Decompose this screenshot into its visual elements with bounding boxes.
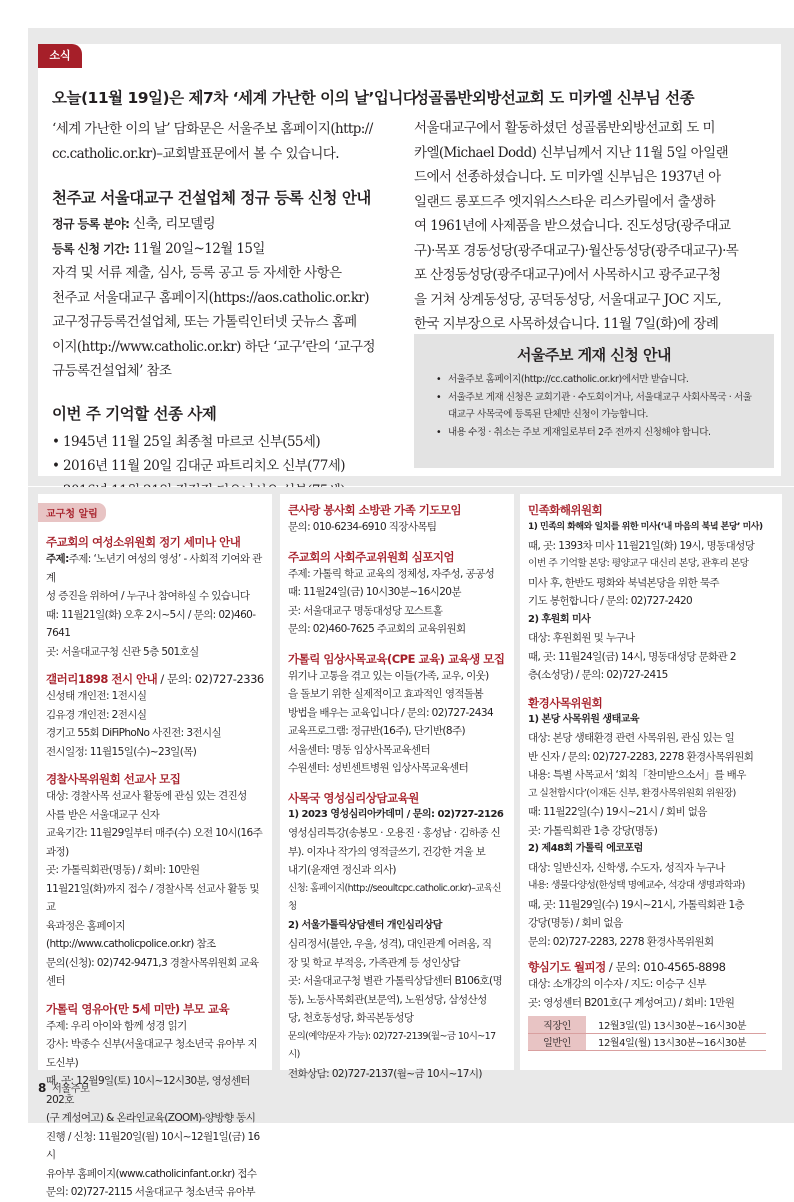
section-title: 민족화해위원회 — [528, 503, 603, 517]
article-body-poverty-day: ‘세계 가난한 이의 날’ 담화문은 서울주보 홈페이지(http:// cc.catholic.or.kr)–교회발표문에서 볼 수 있습니다. — [52, 121, 373, 162]
list-item: • 2016년 11월 20일 김대군 파트리치오 신부(77세) — [52, 458, 345, 474]
section-title: 향심기도 월피정 / 문의: 010-4565-8898 — [528, 960, 726, 974]
column-tag: 교구청 알림 — [38, 503, 106, 522]
page-number: 8 — [38, 1081, 47, 1095]
top-left-column — [52, 86, 418, 503]
article-title-poverty-day: 오늘(11월 19일)은 제7차 ‘세계 가난한 이의 날’입니다 — [52, 89, 418, 107]
section-title: 가톨릭 영유아(만 5세 미만) 부모 교육 — [46, 1001, 230, 1016]
section-body: 1) 민족의 화해와 일치를 위한 미사(‘내 마음의 북녘 본당’ 미사) 때, 곳: 1393차 미사 11월21일(화) 19시, 명동대성당 이번 주 기억할 본당: 평양교구 대신리 본당, 관후리 본당 미사 후, 한반도 평화와 북녘본당을 위한 묵주 기도 봉헌합니다 / 문의: 02)727-2420 2) 후원회 미사 대상: 후원회원 및 누구나 때, 곳: 11월24일(금) 14시, 명동대성당 문화관 2 층(소성당) / 문의: 02)727-2415 — [528, 522, 763, 681]
list-item: • 내용 수정 · 취소는 주보 게재일로부터 2주 전까지 신청해야 합니다. — [436, 424, 760, 442]
section-title: 주교회의 여성소위원회 정기 세미나 안내 — [46, 535, 241, 549]
section-body: 문의: 010-6234-6910 직장사목팀 — [288, 521, 437, 533]
section-title: 환경사목위원회 — [528, 695, 603, 710]
article-title-michael-dodd: 성골롬반외방선교회 도 미카엘 신부님 선종 — [414, 89, 695, 107]
publication-name: 서울주보 — [52, 1084, 90, 1095]
section-body: 주제:주제: ‘노년기 여성의 영성’ - 사회적 기여와 관계 성 증진을 위하여 / 누구나 참여하실 수 있습니다 때: 11월21일(화) 오후 2시~5시 / 문의: 02)460-7641 곳: 서울대교구청 신관 5층 501호실 — [46, 553, 262, 658]
page-footer — [38, 1080, 90, 1095]
section-body: 대상: 경찰사목 선교사 활동에 관심 있는 견진성 사를 받은 서울대교구 신자 교육기간: 11월29일부터 매주(수) 오전 10시(16주 과정) 곳: 가톨릭회관(명동) / 회비: 10만원 11월21일(화)까지 접수 / 경찰사목 선교사 활동 및 교 육과정은 홈페이지(http://www.catholicpolice.or.kr) 참조 문의(신청): 02)742-9471,3 경찰사목위원회 교육센터 — [46, 790, 263, 987]
section-body: 1) 본당 사목위원 생태교육 대상: 본당 생태환경 관련 사목위원, 관심 있는 일 반 신자 / 문의: 02)727-2283, 2278 환경사목위원회 내용: 특별 사목교서 ‘회칙「찬미받으소서」를 배우 고 실천합시다’(이재돈 신부, 환경사목위원회 위원장) 때: 11월22일(수) 19시~21시 / 회비 없음 곳: 가톨릭회관 1층 강당(명동) 2) 제48회 가톨릭 에코포럼 대상: 일반신자, 신학생, 수도자, 성직자 누구나 내용: 생물다양성(한성택 명예교수, 석강대 생명과학과) 때, 곳: 11월29일(수) 19시~21시, 가톨릭회관 1층 강당(명동) / 회비 없음 문의: 02)727-2283, 2278 환경사목위원회 — [528, 713, 754, 948]
section-body: 주제: 우리 아이와 함께 성경 읽기 강사: 박종수 신부(서울대교구 청소년국 유아부 지도신부) 때, 곳: 12월9일(토) 10시~12시30분, 영성센터202호 (구 계성여고) & 온라인교육(ZOOM)-양방향 동시 진행 / 신청: 11월20일(월) 10시~12월1일(금) 16시 유아부 홈페이지(www.catholicinfant.or.kr) 접수 문의: 02)727-2115 서울대교구 청소년국 유아부 — [46, 1019, 260, 1198]
section-body: 1) 2023 영성심리아카데미 / 문의: 02)727-2126 영성심리특강(송봉모 · 오용진 · 홍성남 · 김하종 신 부). 이자나 작가의 영적글쓰기, 건강한 겨울 보 내기(윤재연 정신과 의사) 신청: 홈페이지(http://seoultcpc.catholic.or.kr)–교육신청 2) 서울가톨릭상담센터 개인심리상담 심리정서(불안, 우울, 성격), 대인관계 어려움, 직 장 및 학교 부적응, 가족관계 등 성인상담 곳: 서울대교구청 별관 가톨릭상담센터 B106호(명 동), 노동사목회관(보문역), 노원성당, 삼성산성 당, 천호동성당, 화곡본동성당 문의(예약/문자 가능): 02)727-2139(월~금 10시~17시) 전화상담: 02)727-2137(월~금 10시~17시) — [288, 808, 504, 1080]
article-title-deceased-priests: 이번 주 기억할 선종 사제 — [52, 404, 217, 423]
schedule-table — [528, 1016, 766, 1051]
section-body: 위기나 고통을 겪고 있는 이들(가족, 교우, 이웃) 을 돌보기 위한 실제적이고 효과적인 영적돌봄 방법을 배우는 교육입니다 / 문의: 02)727-2434 교육프로그램: 정규반(16주), 단기반(8주) 서울센터: 명동 임상사목교육센터 수원센터: 성빈센트병원 임상사목교육센터 — [288, 669, 494, 774]
section-title: 주교회의 사회주교위원회 심포지엄 — [288, 549, 455, 564]
section-body: 신성태 개인전: 1전시실 김유경 개인전: 2전시실 경기고 55회 DiFiPhoNo 사진전: 3전시실 전시일정: 11월15일(수)~23일(목) — [46, 690, 222, 758]
section-title: 큰사랑 봉사회 소방관 가족 기도모임 — [288, 503, 462, 517]
notice-title: 서울주보 게재 신청 안내 — [516, 346, 672, 364]
section-title: 경찰사목위원회 선교사 모집 — [46, 772, 181, 786]
table-row: 직장인 12월3일(일) 13시30분~16시30분 — [528, 1016, 766, 1033]
section-body: 주제: 가톨릭 학교 교육의 정체성, 자주성, 공공성 때: 11월24일(금) 10시30분~16시20분 곳: 서울대교구 명동대성당 꼬스트홀 문의: 02)460-7625 주교회의 교육위원회 — [288, 567, 495, 635]
list-item: • 서울주보 게재 신청은 교회기관 · 수도회이거나, 서울대교구 사회사목국 · 서울대교구 사목국에 등록된 단체만 신청이 가능합니다. — [436, 389, 760, 424]
notice-column-2 — [280, 494, 514, 1080]
section-title: 가톨릭 임상사목교육(CPE 교육) 교육생 모집 — [288, 651, 505, 666]
section-title: 갤러리1898 전시 안내 / 문의: 02)727-2336 — [46, 672, 264, 686]
article-body-construction: 정규 등록 분야: 신축, 리모델링 등록 신청 기간: 11월 20일~12월 15일 자격 및 서류 제출, 심사, 등록 공고 등 자세한 사항은 천주교 서울대교구 홈페이지(https://aos.catholic.or.kr) 교구정규등록건설업체, 또는 가톨릭인터넷 굿뉴스 홈페 이지(http://www.catholic.or.kr) 하단 ‘교구’란의 ‘교구정 규등록건설업체’ 참조 — [52, 216, 375, 379]
list-item: • 서울주보 홈페이지(http://cc.catholic.or.kr)에서만 받습니다. — [436, 371, 760, 389]
list-item: • 1945년 11월 25일 최종철 마르코 신부(55세) — [52, 433, 321, 450]
notice-list — [414, 365, 774, 441]
table-row: 일반인 12월4일(월) 13시30분~16시30분 — [528, 1033, 766, 1050]
section-body: 대상: 소개강의 이수자 / 지도: 이승구 신부 곳: 영성센터 B201호(구 계성여고) / 회비: 1만원 — [528, 978, 735, 1009]
article-title-construction: 천주교 서울대교구 건설업체 정규 등록 신청 안내 — [52, 189, 371, 207]
notice-box — [414, 334, 774, 468]
notice-column-3 — [520, 494, 782, 1070]
section-title: 사목국 영성심리상담교육원 — [288, 790, 419, 805]
section-tag: 소식 — [38, 44, 82, 68]
article-body-michael-dodd: 서울대교구에서 활동하셨던 성골롬반외방선교회 도 미 카엘(Michael Dodd) 신부님께서 지난 11월 5일 아일랜 드에서 선종하셨습니다. 도 미카엘 신부님은 1937년 아 일랜드 롱포드주 엣지워스스타운 리스카릴에서 출생하 여 1961년에 사제품을 받으셨습니다. 진도성당(광주대교 구)·목포 경동성당(광주대교구)·월산동성당(광주대교구)·목 포 산정동성당(광주대교구)에서 사목하시고 광주교구청 을 거쳐 상계동성당, 공덕동성당, 서울대교구 JOC 지도, 한국 지부장으로 사목하셨습니다. 11월 7일(화)에 장례 — [414, 120, 739, 332]
top-right-column — [414, 86, 772, 361]
